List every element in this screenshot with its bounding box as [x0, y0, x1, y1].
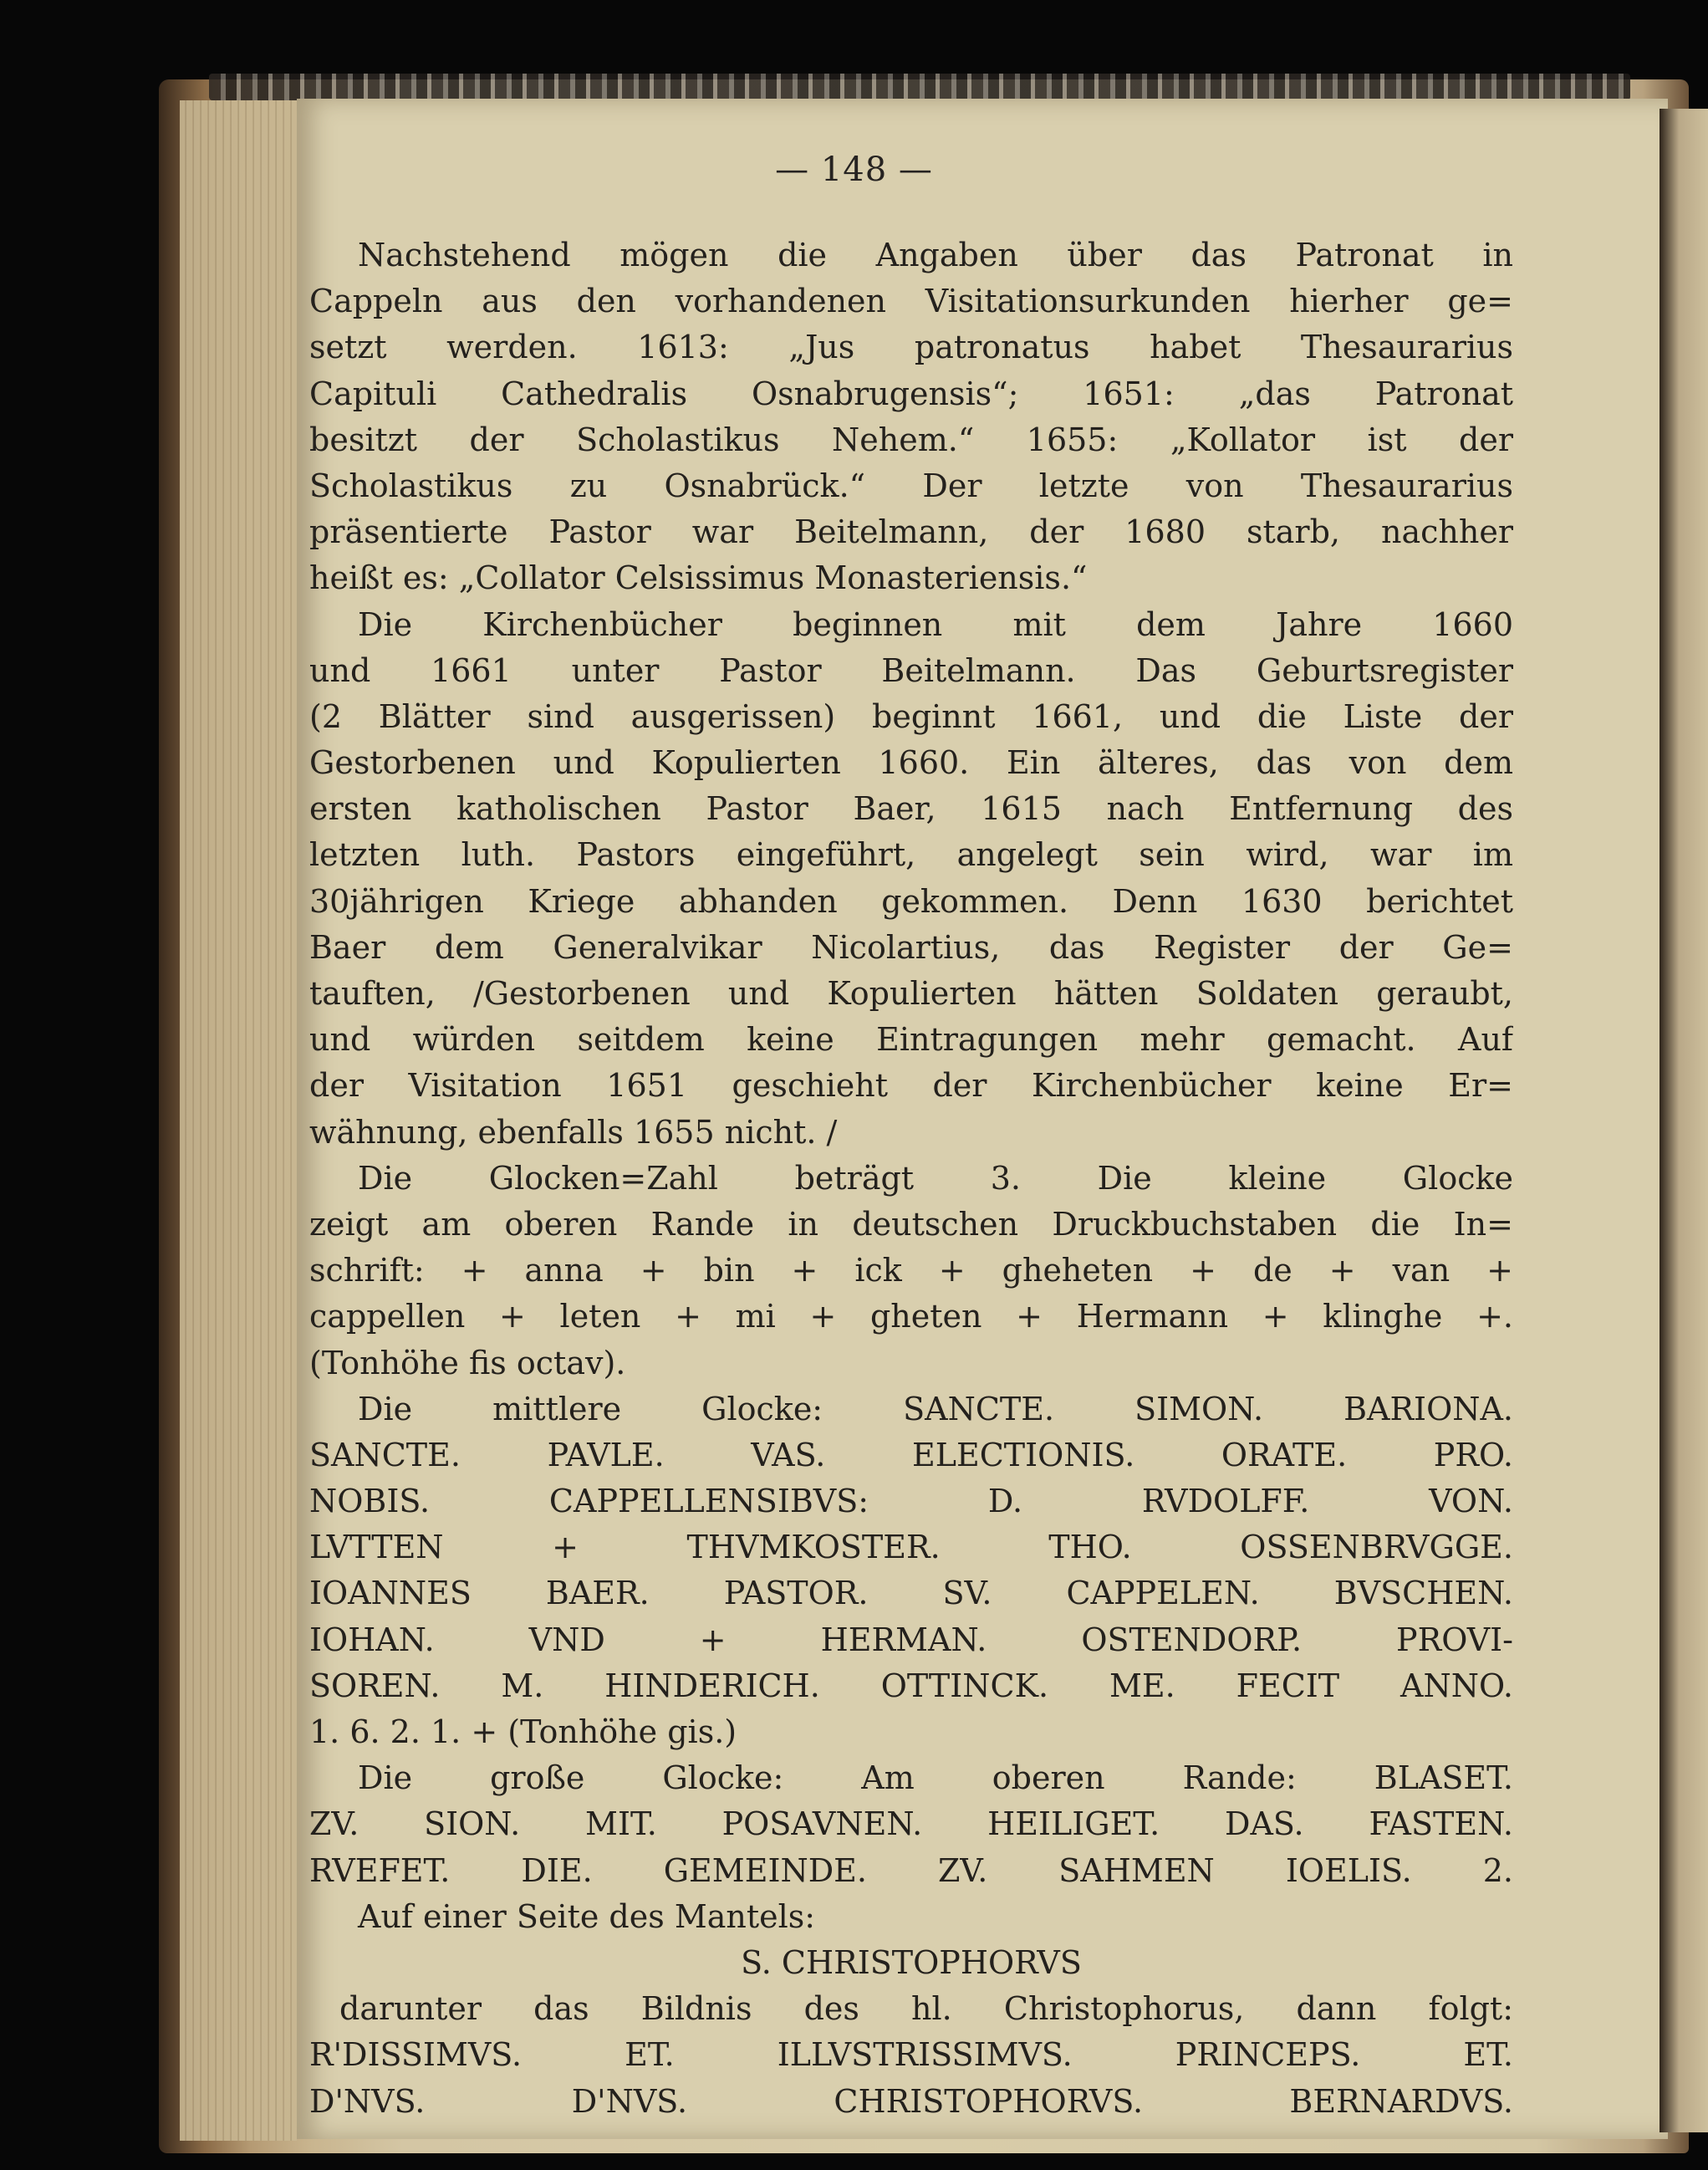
text-line: tauften, /Gestorbenen und Kopulierten hätten Soldaten geraubt, [309, 975, 1513, 1012]
text-line: ersten katholischen Pastor Baer, 1615 nach Entfernung des [309, 790, 1513, 828]
text-line: D'NVS. D'NVS. CHRISTOPHORVS. BERNARDVS. [309, 2082, 1513, 2120]
text-line: (Tonhöhe fis octav). [309, 1344, 626, 1381]
text-line: und 1661 unter Pastor Beitelmann. Das Geburtsregister [309, 651, 1513, 689]
text-line: S. CHRISTOPHORVS [741, 1943, 1082, 1981]
text-line: und würden seitdem keine Eintragungen mehr gemacht. Auf [309, 1021, 1513, 1059]
next-page-edge [1660, 109, 1708, 2132]
text-line: RVEFET. DIE. GEMEINDE. ZV. SAHMEN IOELIS. 2. [309, 1851, 1513, 1889]
text-line: Gestorbenen und Kopulierten 1660. Ein älteres, das von dem [309, 744, 1513, 782]
text-line: Die große Glocke: Am oberen Rande: BLASET. [358, 1759, 1513, 1797]
text-line: präsentierte Pastor war Beitelmann, der 1680 starb, nachher [309, 513, 1513, 551]
text-line: SOREN. M. HINDERICH. OTTINCK. ME. FECIT ANNO. [309, 1667, 1513, 1704]
text-line: Cappeln aus den vorhandenen Visitationsurkunden hierher ge= [309, 283, 1513, 320]
text-line: Capituli Cathedralis Osnabrugensis“; 1651: „das Patronat [309, 375, 1513, 412]
text-line: setzt werden. 1613: „Jus patronatus habet Thesaurarius [309, 329, 1513, 366]
text-line: Scholastikus zu Osnabrück.“ Der letzte von Thesaurarius [309, 467, 1513, 504]
page-stack-edge [180, 100, 297, 2141]
text-line: SANCTE. PAVLE. VAS. ELECTIONIS. ORATE. PRO. [309, 1436, 1513, 1473]
text-line: IOHAN. VND + HERMAN. OSTENDORP. PROVI- [309, 1621, 1513, 1658]
book-top-edge [209, 74, 1630, 100]
text-line: 30jährigen Kriege abhanden gekommen. Denn 1630 berichtet [309, 882, 1513, 920]
text-line: Die Kirchenbücher beginnen mit dem Jahre 1660 [358, 605, 1513, 643]
text-line: letzten luth. Pastors eingeführt, angelegt sein wird, war im [309, 836, 1513, 874]
text-line: wähnung, ebenfalls 1655 nicht. / [309, 1113, 838, 1151]
text-line: Die mittlere Glocke: SANCTE. SIMON. BARIONA. [358, 1390, 1513, 1427]
text-line: (2 Blätter sind ausgerissen) beginnt 1661, und die Liste der [309, 697, 1513, 735]
text-line: LVTTEN + THVMKOSTER. THO. OSSENBRVGGE. [309, 1529, 1513, 1566]
text-line: R'DISSIMVS. ET. ILLVSTRISSIMVS. PRINCEPS. ET. [309, 2036, 1513, 2074]
text-line: Baer dem Generalvikar Nicolartius, das Register der Ge= [309, 928, 1513, 966]
text-line: heißt es: „Collator Celsissimus Monasteriensis.“ [309, 559, 1088, 597]
page-number: — 148 — [775, 151, 933, 189]
text-line: Die Glocken=Zahl beträgt 3. Die kleine Glocke [358, 1159, 1513, 1197]
text-line: darunter das Bildnis des hl. Christophorus, dann folgt: [339, 1990, 1513, 2028]
text-line: cappellen + leten + mi + gheten + Hermann + klinghe +. [309, 1298, 1513, 1335]
text-line: zeigt am oberen Rande in deutschen Druckbuchstaben die In= [309, 1205, 1513, 1243]
text-line: Auf einer Seite des Mantels: [358, 1897, 816, 1935]
text-line: 1. 6. 2. 1. + (Tonhöhe gis.) [309, 1713, 737, 1750]
text-line: Nachstehend mögen die Angaben über das Patronat in [358, 237, 1513, 273]
text-line: schrift: + anna + bin + ick + gheheten + de + van + [309, 1252, 1513, 1289]
text-line: besitzt der Scholastikus Nehem.“ 1655: „Kollator ist der [309, 421, 1513, 458]
text-line: der Visitation 1651 geschieht der Kirchenbücher keine Er= [309, 1067, 1513, 1105]
text-line: NOBIS. CAPPELLENSIBVS: D. RVDOLFF. VON. [309, 1483, 1513, 1520]
body-text [309, 232, 1513, 2125]
text-line: IOANNES BAER. PASTOR. SV. CAPPELEN. BVSCHEN. [309, 1575, 1513, 1612]
text-line: ZV. SION. MIT. POSAVNEN. HEILIGET. DAS. FASTEN. [309, 1805, 1513, 1843]
